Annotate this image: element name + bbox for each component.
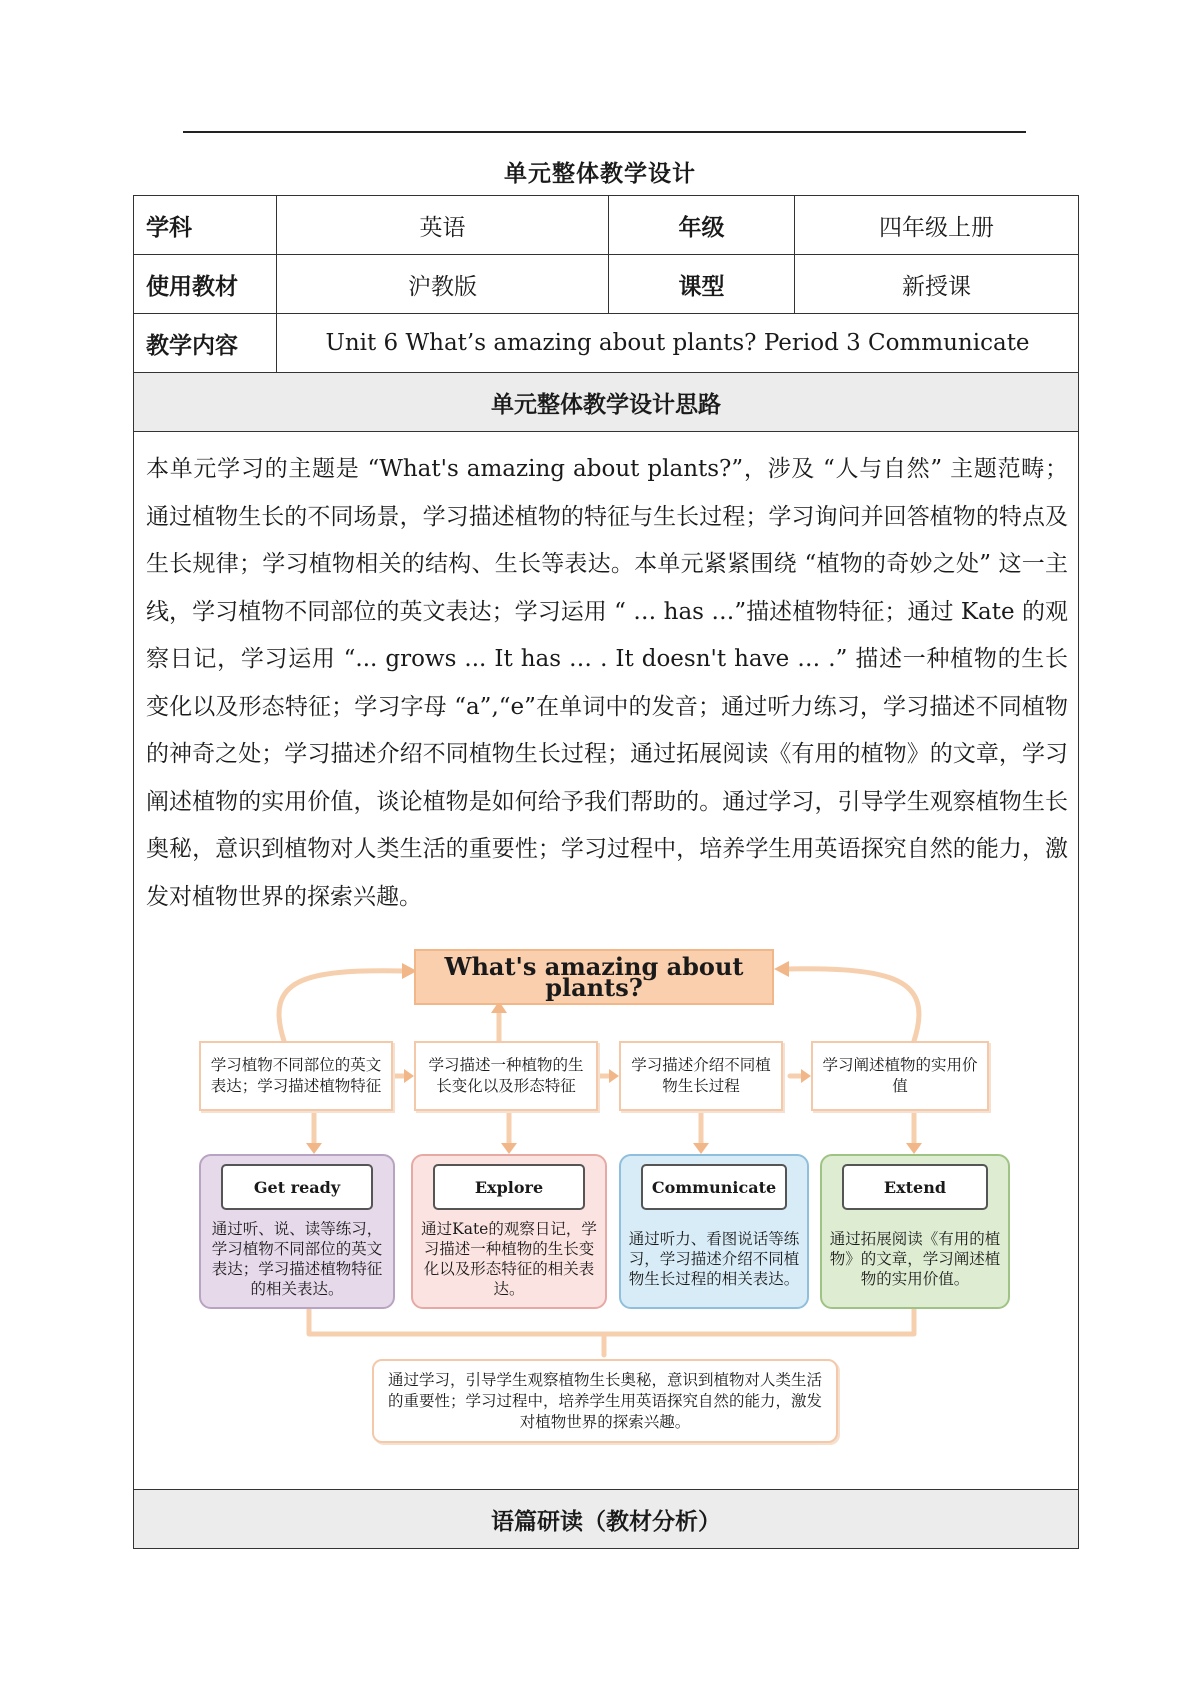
section-heading-row xyxy=(134,1490,1079,1549)
grade-value: 四年级上册 xyxy=(795,196,1079,255)
design-content-cell xyxy=(134,432,1079,1490)
phase-title: Communicate xyxy=(641,1164,788,1210)
unit-flow-diagram xyxy=(134,949,1079,1489)
section-heading: 语篇研读（教材分析） xyxy=(134,1490,1079,1549)
phase-description: 通过Kate的观察日记，学习描述一种植物的生长变化以及形态特征的相关表达。 xyxy=(421,1219,597,1298)
phase-description: 通过听力、看图说话等练习，学习描述介绍不同植物生长过程的相关表达。 xyxy=(628,1229,800,1288)
phase-get-ready xyxy=(199,1154,395,1309)
phase-explore xyxy=(411,1154,607,1309)
unit-question-box: What's amazing about plants? xyxy=(414,949,774,1005)
goal-box-3: 学习描述介绍不同植物生长过程 xyxy=(619,1041,783,1111)
phase-title: Extend xyxy=(842,1164,989,1210)
phase-description: 通过拓展阅读《有用的植物》的文章，学习阐述植物的实用价值。 xyxy=(829,1229,1001,1288)
textbook-label: 使用教材 xyxy=(134,255,277,314)
subject-label: 学科 xyxy=(134,196,277,255)
textbook-value: 沪教版 xyxy=(277,255,609,314)
table-row xyxy=(134,255,1079,314)
curved-arrow-left xyxy=(279,971,404,1041)
design-paragraph: 本单元学习的主题是 “What's amazing about plants?”，涉及 “人与自然” 主题范畴；通过植物生长的不同场景，学习描述植物的特征与生长过程；学习询问并回答植物的特点及生长规律；学习植物相关的结构、生长等表达。本单元紧紧围绕 “植物的奇妙之处” 这一主线，学习植物不同部位的英文表达；学习运用 “ … has …”描述植物特征；通过 Kate 的观察日记，学习运用 “... grows ... It has … . It doesn't have … .” 描述一种植物的生长变化以及形态特征；学习字母 “a”,“e”在单词中的发音；通过听力练习，学习描述不同植物的神奇之处；学习描述介绍不同植物生长过程；通过拓展阅读《有用的植物》的文章，学习阐述植物的实用价值，谈论植物是如何给予我们帮助的。通过学习，引导学生观察植物生长奥秘，意识到植物对人类生活的重要性；学习过程中，培养学生用英语探究自然的能力，激发对植物世界的探索兴趣。 xyxy=(146,456,1068,910)
phase-description: 通过听、说、读等练习，学习植物不同部位的英文表达；学习描述植物特征的相关表达。 xyxy=(211,1219,383,1298)
table-row xyxy=(134,196,1079,255)
lesson-design-table xyxy=(133,195,1079,1549)
document-title: 单元整体教学设计 xyxy=(504,160,696,187)
subject-value: 英语 xyxy=(277,196,609,255)
section-heading: 单元整体教学设计思路 xyxy=(134,373,1079,432)
table-row xyxy=(134,432,1079,1490)
content-label: 教学内容 xyxy=(134,314,277,373)
lesson-type-value: 新授课 xyxy=(795,255,1079,314)
grade-label: 年级 xyxy=(609,196,795,255)
section-heading-row xyxy=(134,373,1079,432)
table-row xyxy=(134,314,1079,373)
summary-box: 通过学习，引导学生观察植物生长奥秘，意识到植物对人类生活的重要性；学习过程中，培养学生用英语探究自然的能力，激发对植物世界的探索兴趣。 xyxy=(372,1359,838,1443)
top-rule xyxy=(183,131,1026,133)
goal-box-4: 学习阐述植物的实用价值 xyxy=(811,1041,989,1111)
lesson-type-label: 课型 xyxy=(609,255,795,314)
phase-title: Explore xyxy=(433,1164,585,1210)
phase-communicate xyxy=(619,1154,809,1309)
content-value: Unit 6 What’s amazing about plants? Period 3 Communicate xyxy=(277,314,1079,373)
curved-arrow-right xyxy=(784,969,919,1041)
phase-title: Get ready xyxy=(221,1164,373,1210)
phase-extend xyxy=(820,1154,1010,1309)
goal-box-1: 学习植物不同部位的英文表达；学习描述植物特征 xyxy=(199,1041,393,1111)
goal-box-2: 学习描述一种植物的生长变化以及形态特征 xyxy=(414,1041,598,1111)
